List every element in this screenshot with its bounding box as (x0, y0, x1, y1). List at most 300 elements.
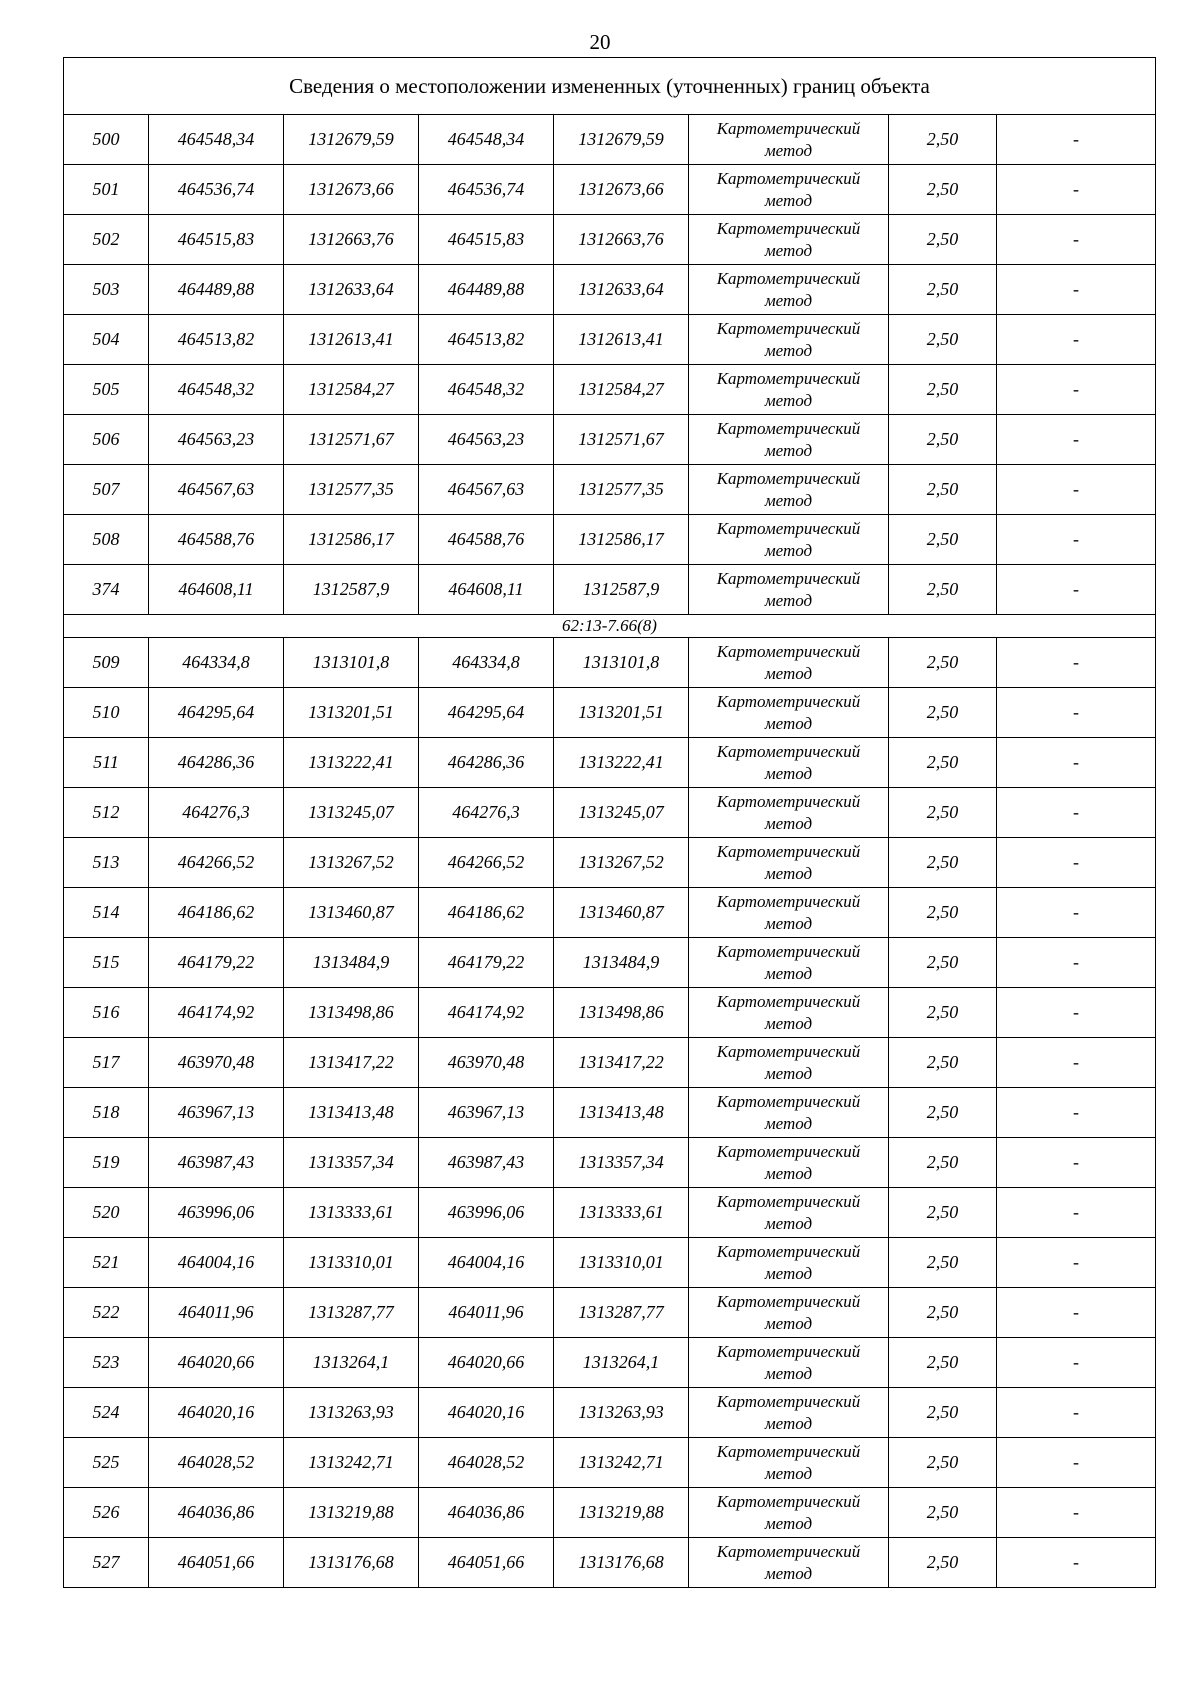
y-new-cell: 1312587,9 (554, 565, 689, 615)
y-new-cell: 1313222,41 (554, 738, 689, 788)
method-cell (689, 215, 889, 265)
y-old-cell: 1313201,51 (284, 688, 419, 738)
table-row (64, 738, 1156, 788)
y-old-cell: 1312663,76 (284, 215, 419, 265)
x-new-cell: 463996,06 (419, 1188, 554, 1238)
accuracy-cell: 2,50 (889, 838, 997, 888)
y-old-cell: 1313484,9 (284, 938, 419, 988)
x-new-cell: 464548,32 (419, 365, 554, 415)
point-number-cell: 518 (64, 1088, 149, 1138)
point-number-cell: 521 (64, 1238, 149, 1288)
y-old-cell: 1313267,52 (284, 838, 419, 888)
x-old-cell: 464174,92 (149, 988, 284, 1038)
x-new-cell: 464334,8 (419, 638, 554, 688)
method-label-line2: метод (764, 440, 813, 460)
accuracy-cell: 2,50 (889, 1188, 997, 1238)
point-number-cell: 506 (64, 415, 149, 465)
accuracy-cell: 2,50 (889, 1438, 997, 1488)
accuracy-cell: 2,50 (889, 1288, 997, 1338)
note-cell: - (997, 1438, 1156, 1488)
y-new-cell: 1312571,67 (554, 415, 689, 465)
accuracy-cell: 2,50 (889, 315, 997, 365)
note-cell: - (997, 1388, 1156, 1438)
method-label-line1: Картометрический (716, 991, 861, 1011)
y-old-cell: 1313263,93 (284, 1388, 419, 1438)
y-new-cell: 1313310,01 (554, 1238, 689, 1288)
table-row (64, 838, 1156, 888)
y-old-cell: 1312586,17 (284, 515, 419, 565)
accuracy-cell: 2,50 (889, 1038, 997, 1088)
table-row (64, 565, 1156, 615)
method-label-line2: метод (764, 1113, 813, 1133)
method-label-line2: метод (764, 1313, 813, 1333)
method-label-line1: Картометрический (716, 891, 861, 911)
note-cell: - (997, 1088, 1156, 1138)
y-old-cell: 1312584,27 (284, 365, 419, 415)
point-number-cell: 523 (64, 1338, 149, 1388)
table-row (64, 1488, 1156, 1538)
note-cell: - (997, 738, 1156, 788)
note-cell: - (997, 638, 1156, 688)
method-label-line1: Картометрический (716, 268, 861, 288)
table-row (64, 988, 1156, 1038)
y-old-cell: 1312679,59 (284, 115, 419, 165)
method-label-line2: метод (764, 1563, 813, 1583)
y-new-cell: 1313201,51 (554, 688, 689, 738)
method-cell (689, 1488, 889, 1538)
note-cell: - (997, 515, 1156, 565)
method-label-line1: Картометрический (716, 318, 861, 338)
y-old-cell: 1313460,87 (284, 888, 419, 938)
x-old-cell: 463970,48 (149, 1038, 284, 1088)
x-old-cell: 464286,36 (149, 738, 284, 788)
point-number-cell: 522 (64, 1288, 149, 1338)
note-cell: - (997, 465, 1156, 515)
method-label-line1: Картометрический (716, 1541, 861, 1561)
accuracy-cell: 2,50 (889, 465, 997, 515)
y-new-cell: 1312673,66 (554, 165, 689, 215)
accuracy-cell: 2,50 (889, 515, 997, 565)
x-old-cell: 464186,62 (149, 888, 284, 938)
boundary-table (63, 57, 1156, 1588)
table-row (64, 1238, 1156, 1288)
accuracy-cell: 2,50 (889, 988, 997, 1038)
x-old-cell: 464548,32 (149, 365, 284, 415)
x-old-cell: 464295,64 (149, 688, 284, 738)
x-new-cell: 464179,22 (419, 938, 554, 988)
note-cell: - (997, 688, 1156, 738)
x-old-cell: 464548,34 (149, 115, 284, 165)
x-new-cell: 464186,62 (419, 888, 554, 938)
method-label-line2: метод (764, 1413, 813, 1433)
x-old-cell: 464266,52 (149, 838, 284, 888)
method-label-line1: Картометрический (716, 1441, 861, 1461)
y-new-cell: 1312663,76 (554, 215, 689, 265)
note-cell: - (997, 838, 1156, 888)
method-label-line1: Картометрический (716, 641, 861, 661)
x-old-cell: 463987,43 (149, 1138, 284, 1188)
y-old-cell: 1313219,88 (284, 1488, 419, 1538)
y-old-cell: 1313417,22 (284, 1038, 419, 1088)
method-label-line1: Картометрический (716, 368, 861, 388)
method-label-line1: Картометрический (716, 691, 861, 711)
point-number-cell: 508 (64, 515, 149, 565)
method-label-line2: метод (764, 590, 813, 610)
y-new-cell: 1313242,71 (554, 1438, 689, 1488)
note-cell: - (997, 215, 1156, 265)
method-cell (689, 1138, 889, 1188)
x-old-cell: 463996,06 (149, 1188, 284, 1238)
method-label-line1: Картометрический (716, 1091, 861, 1111)
method-cell (689, 115, 889, 165)
method-cell (689, 565, 889, 615)
y-old-cell: 1312613,41 (284, 315, 419, 365)
accuracy-cell: 2,50 (889, 1138, 997, 1188)
method-label-line2: метод (764, 1363, 813, 1383)
x-old-cell: 464513,82 (149, 315, 284, 365)
method-label-line2: метод (764, 140, 813, 160)
y-old-cell: 1313287,77 (284, 1288, 419, 1338)
accuracy-cell: 2,50 (889, 738, 997, 788)
table-row (64, 1388, 1156, 1438)
method-label-line1: Картометрический (716, 468, 861, 488)
method-label-line2: метод (764, 390, 813, 410)
table-title-row (64, 58, 1156, 115)
method-label-line2: метод (764, 290, 813, 310)
point-number-cell: 515 (64, 938, 149, 988)
y-new-cell: 1312633,64 (554, 265, 689, 315)
method-label-line2: метод (764, 1263, 813, 1283)
table-row (64, 215, 1156, 265)
method-label-line1: Картометрический (716, 841, 861, 861)
table-row (64, 1188, 1156, 1238)
x-old-cell: 464011,96 (149, 1288, 284, 1338)
x-old-cell: 464051,66 (149, 1538, 284, 1588)
method-label-line1: Картометрический (716, 1391, 861, 1411)
table-row (64, 1338, 1156, 1388)
x-old-cell: 464276,3 (149, 788, 284, 838)
x-new-cell: 464295,64 (419, 688, 554, 738)
table-row (64, 1438, 1156, 1488)
accuracy-cell: 2,50 (889, 265, 997, 315)
note-cell: - (997, 1138, 1156, 1188)
y-new-cell: 1313417,22 (554, 1038, 689, 1088)
x-new-cell: 464020,16 (419, 1388, 554, 1438)
x-old-cell: 464567,63 (149, 465, 284, 515)
x-new-cell: 464266,52 (419, 838, 554, 888)
y-old-cell: 1313413,48 (284, 1088, 419, 1138)
method-cell (689, 415, 889, 465)
method-cell (689, 1538, 889, 1588)
method-label-line1: Картометрический (716, 168, 861, 188)
note-cell: - (997, 788, 1156, 838)
x-new-cell: 464513,82 (419, 315, 554, 365)
y-new-cell: 1313101,8 (554, 638, 689, 688)
point-number-cell: 511 (64, 738, 149, 788)
y-new-cell: 1313219,88 (554, 1488, 689, 1538)
table-row (64, 165, 1156, 215)
point-number-cell: 513 (64, 838, 149, 888)
page-number: 20 (589, 30, 611, 54)
table-title: Сведения о местоположении измененных (уточненных) границ объекта (64, 58, 1156, 115)
method-cell (689, 165, 889, 215)
table-row (64, 788, 1156, 838)
method-cell (689, 1388, 889, 1438)
method-label-line1: Картометрический (716, 1041, 861, 1061)
note-cell: - (997, 938, 1156, 988)
table-row (64, 465, 1156, 515)
table-row (64, 638, 1156, 688)
method-label-line2: метод (764, 863, 813, 883)
y-new-cell: 1312586,17 (554, 515, 689, 565)
method-label-line1: Картометрический (716, 1291, 861, 1311)
accuracy-cell: 2,50 (889, 365, 997, 415)
section-row (64, 615, 1156, 638)
note-cell: - (997, 988, 1156, 1038)
x-new-cell: 464563,23 (419, 415, 554, 465)
accuracy-cell: 2,50 (889, 1538, 997, 1588)
method-label-line1: Картометрический (716, 518, 861, 538)
method-label-line1: Картометрический (716, 1491, 861, 1511)
method-cell (689, 1038, 889, 1088)
y-old-cell: 1312673,66 (284, 165, 419, 215)
y-new-cell: 1313263,93 (554, 1388, 689, 1438)
accuracy-cell: 2,50 (889, 638, 997, 688)
table-row (64, 315, 1156, 365)
table-row (64, 265, 1156, 315)
table-row (64, 1138, 1156, 1188)
method-label-line2: метод (764, 1513, 813, 1533)
accuracy-cell: 2,50 (889, 415, 997, 465)
method-cell (689, 315, 889, 365)
x-new-cell: 463987,43 (419, 1138, 554, 1188)
x-new-cell: 464028,52 (419, 1438, 554, 1488)
note-cell: - (997, 265, 1156, 315)
y-new-cell: 1313498,86 (554, 988, 689, 1038)
y-old-cell: 1313176,68 (284, 1538, 419, 1588)
method-label-line2: метод (764, 490, 813, 510)
method-label-line1: Картометрический (716, 1241, 861, 1261)
x-old-cell: 464036,86 (149, 1488, 284, 1538)
method-cell (689, 515, 889, 565)
method-cell (689, 1338, 889, 1388)
method-cell (689, 1288, 889, 1338)
accuracy-cell: 2,50 (889, 165, 997, 215)
table-row (64, 1038, 1156, 1088)
note-cell: - (997, 1338, 1156, 1388)
y-old-cell: 1313245,07 (284, 788, 419, 838)
x-old-cell: 464028,52 (149, 1438, 284, 1488)
method-cell (689, 938, 889, 988)
note-cell: - (997, 115, 1156, 165)
accuracy-cell: 2,50 (889, 1088, 997, 1138)
method-cell (689, 1088, 889, 1138)
accuracy-cell: 2,50 (889, 1238, 997, 1288)
point-number-cell: 526 (64, 1488, 149, 1538)
note-cell: - (997, 1188, 1156, 1238)
table-row (64, 415, 1156, 465)
y-old-cell: 1312571,67 (284, 415, 419, 465)
note-cell: - (997, 415, 1156, 465)
point-number-cell: 509 (64, 638, 149, 688)
point-number-cell: 527 (64, 1538, 149, 1588)
note-cell: - (997, 365, 1156, 415)
table-row (64, 1538, 1156, 1588)
table-row (64, 1288, 1156, 1338)
table-row (64, 688, 1156, 738)
accuracy-cell: 2,50 (889, 215, 997, 265)
note-cell: - (997, 1538, 1156, 1588)
x-new-cell: 464004,16 (419, 1238, 554, 1288)
table-row (64, 115, 1156, 165)
method-label-line2: метод (764, 190, 813, 210)
note-cell: - (997, 1238, 1156, 1288)
point-number-cell: 516 (64, 988, 149, 1038)
note-cell: - (997, 1488, 1156, 1538)
y-old-cell: 1312577,35 (284, 465, 419, 515)
point-number-cell: 500 (64, 115, 149, 165)
method-cell (689, 688, 889, 738)
x-new-cell: 464588,76 (419, 515, 554, 565)
section-label: 62:13-7.66(8) (64, 615, 1156, 638)
x-new-cell: 464608,11 (419, 565, 554, 615)
method-label-line1: Картометрический (716, 1141, 861, 1161)
method-cell (689, 788, 889, 838)
method-cell (689, 1438, 889, 1488)
method-label-line2: метод (764, 963, 813, 983)
method-label-line1: Картометрический (716, 418, 861, 438)
y-new-cell: 1313245,07 (554, 788, 689, 838)
x-new-cell: 464174,92 (419, 988, 554, 1038)
y-old-cell: 1312587,9 (284, 565, 419, 615)
table-row (64, 938, 1156, 988)
y-new-cell: 1313460,87 (554, 888, 689, 938)
method-label-line2: метод (764, 713, 813, 733)
note-cell: - (997, 315, 1156, 365)
point-number-cell: 501 (64, 165, 149, 215)
x-new-cell: 464286,36 (419, 738, 554, 788)
point-number-cell: 505 (64, 365, 149, 415)
point-number-cell: 510 (64, 688, 149, 738)
accuracy-cell: 2,50 (889, 788, 997, 838)
y-old-cell: 1313310,01 (284, 1238, 419, 1288)
method-label-line2: метод (764, 540, 813, 560)
method-cell (689, 1188, 889, 1238)
y-new-cell: 1313264,1 (554, 1338, 689, 1388)
x-new-cell: 463970,48 (419, 1038, 554, 1088)
method-cell (689, 1238, 889, 1288)
table-row (64, 888, 1156, 938)
x-old-cell: 464608,11 (149, 565, 284, 615)
method-label-line2: метод (764, 1213, 813, 1233)
method-label-line1: Картометрический (716, 941, 861, 961)
method-cell (689, 465, 889, 515)
method-label-line1: Картометрический (716, 1341, 861, 1361)
y-old-cell: 1313222,41 (284, 738, 419, 788)
method-cell (689, 888, 889, 938)
method-label-line2: метод (764, 1163, 813, 1183)
method-label-line2: метод (764, 340, 813, 360)
x-new-cell: 464051,66 (419, 1538, 554, 1588)
accuracy-cell: 2,50 (889, 1488, 997, 1538)
y-new-cell: 1312679,59 (554, 115, 689, 165)
point-number-cell: 519 (64, 1138, 149, 1188)
point-number-cell: 504 (64, 315, 149, 365)
x-old-cell: 464334,8 (149, 638, 284, 688)
method-label-line2: метод (764, 813, 813, 833)
method-label-line2: метод (764, 663, 813, 683)
method-label-line1: Картометрический (716, 568, 861, 588)
accuracy-cell: 2,50 (889, 1338, 997, 1388)
method-label-line1: Картометрический (716, 741, 861, 761)
x-new-cell: 464515,83 (419, 215, 554, 265)
x-old-cell: 463967,13 (149, 1088, 284, 1138)
point-number-cell: 512 (64, 788, 149, 838)
x-old-cell: 464004,16 (149, 1238, 284, 1288)
x-new-cell: 464489,88 (419, 265, 554, 315)
x-new-cell: 464567,63 (419, 465, 554, 515)
point-number-cell: 374 (64, 565, 149, 615)
y-new-cell: 1313267,52 (554, 838, 689, 888)
point-number-cell: 520 (64, 1188, 149, 1238)
x-old-cell: 464179,22 (149, 938, 284, 988)
method-label-line2: метод (764, 1013, 813, 1033)
y-new-cell: 1312584,27 (554, 365, 689, 415)
x-new-cell: 464548,34 (419, 115, 554, 165)
accuracy-cell: 2,50 (889, 888, 997, 938)
table-row (64, 515, 1156, 565)
point-number-cell: 514 (64, 888, 149, 938)
x-old-cell: 464020,16 (149, 1388, 284, 1438)
y-old-cell: 1313357,34 (284, 1138, 419, 1188)
note-cell: - (997, 1038, 1156, 1088)
method-cell (689, 638, 889, 688)
note-cell: - (997, 1288, 1156, 1338)
point-number-cell: 507 (64, 465, 149, 515)
point-number-cell: 502 (64, 215, 149, 265)
method-cell (689, 738, 889, 788)
y-old-cell: 1312633,64 (284, 265, 419, 315)
x-new-cell: 464536,74 (419, 165, 554, 215)
table-row (64, 365, 1156, 415)
note-cell: - (997, 165, 1156, 215)
x-new-cell: 464020,66 (419, 1338, 554, 1388)
method-label-line1: Картометрический (716, 791, 861, 811)
y-new-cell: 1313287,77 (554, 1288, 689, 1338)
x-old-cell: 464588,76 (149, 515, 284, 565)
x-new-cell: 464276,3 (419, 788, 554, 838)
method-label-line2: метод (764, 913, 813, 933)
y-old-cell: 1313101,8 (284, 638, 419, 688)
method-label-line2: метод (764, 240, 813, 260)
method-label-line1: Картометрический (716, 1191, 861, 1211)
method-label-line1: Картометрический (716, 218, 861, 238)
accuracy-cell: 2,50 (889, 1388, 997, 1438)
x-new-cell: 463967,13 (419, 1088, 554, 1138)
point-number-cell: 517 (64, 1038, 149, 1088)
y-old-cell: 1313498,86 (284, 988, 419, 1038)
x-old-cell: 464536,74 (149, 165, 284, 215)
accuracy-cell: 2,50 (889, 688, 997, 738)
y-new-cell: 1312613,41 (554, 315, 689, 365)
note-cell: - (997, 565, 1156, 615)
method-cell (689, 265, 889, 315)
note-cell: - (997, 888, 1156, 938)
method-cell (689, 838, 889, 888)
y-new-cell: 1313333,61 (554, 1188, 689, 1238)
accuracy-cell: 2,50 (889, 115, 997, 165)
y-old-cell: 1313242,71 (284, 1438, 419, 1488)
